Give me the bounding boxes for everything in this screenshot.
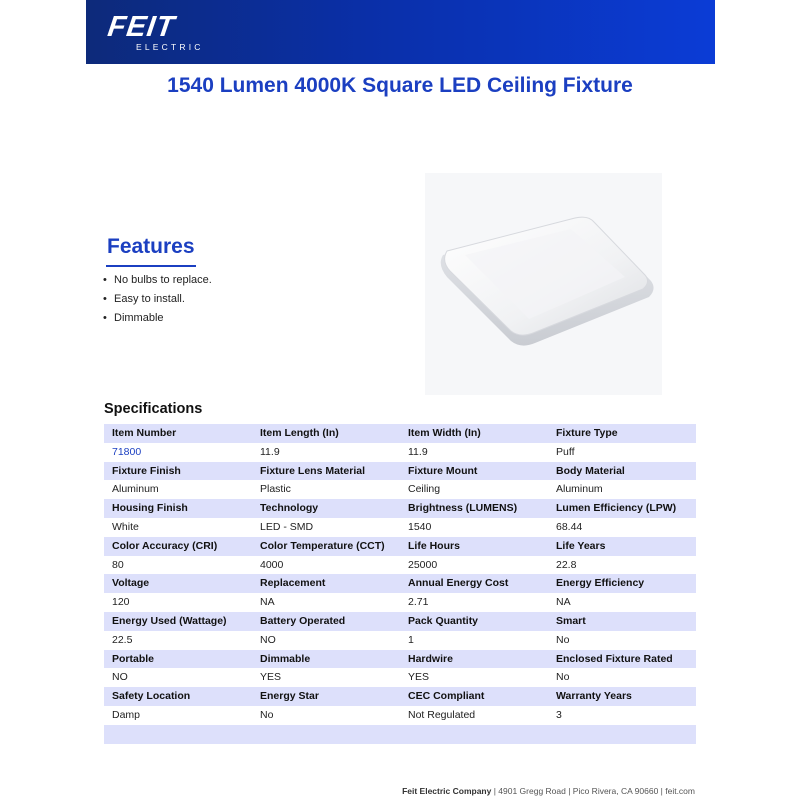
spec-label-row xyxy=(104,424,696,443)
page-footer xyxy=(402,786,695,796)
spec-label: Technology xyxy=(260,502,319,515)
spec-label: Item Length (In) xyxy=(260,427,339,439)
spec-label: Voltage xyxy=(112,577,150,590)
spec-value: 25000 xyxy=(408,558,438,571)
spec-value: Plastic xyxy=(260,483,291,496)
spec-value-row xyxy=(104,556,696,575)
spec-value: 11.9 xyxy=(408,445,428,458)
spec-value: No xyxy=(260,708,274,721)
spec-value: 22.8 xyxy=(556,558,577,571)
spec-label: Item Width (In) xyxy=(408,427,481,439)
spec-label: Life Hours xyxy=(408,539,460,552)
spec-value: 1 xyxy=(408,633,414,646)
feit-electric-logo xyxy=(105,11,204,52)
specifications-table xyxy=(104,424,696,744)
ceiling-fixture-image xyxy=(425,173,662,395)
spec-value: YES xyxy=(408,671,430,684)
spec-value: 11.9 xyxy=(260,445,280,458)
spec-value: No xyxy=(556,633,570,646)
spec-label: Body Material xyxy=(556,464,625,477)
spec-value-row xyxy=(104,480,696,499)
features-heading: Features xyxy=(107,235,195,258)
spec-label-row xyxy=(104,462,696,481)
spec-value: White xyxy=(112,520,139,533)
spec-value: 68.44 xyxy=(556,520,583,533)
footer-site-link[interactable]: feit.com xyxy=(665,786,695,796)
spec-value-row xyxy=(104,631,696,650)
spec-label: Brightness (LUMENS) xyxy=(408,502,518,515)
spec-label: Fixture Mount xyxy=(408,464,478,477)
spec-label-row xyxy=(104,537,696,556)
spec-label: Item Number xyxy=(112,427,177,439)
table-footer-band xyxy=(104,725,696,744)
spec-label: Safety Location xyxy=(112,690,191,703)
spec-label: Battery Operated xyxy=(260,614,346,627)
spec-label-row xyxy=(104,499,696,518)
spec-value-row xyxy=(104,593,696,612)
spec-value: Ceiling xyxy=(408,483,441,496)
spec-value: 2.71 xyxy=(408,596,429,609)
spec-label-row xyxy=(104,612,696,631)
spec-value-row xyxy=(104,518,696,537)
spec-value: Not Regulated xyxy=(408,708,476,721)
spec-label-row xyxy=(104,687,696,706)
spec-value: NA xyxy=(556,596,571,609)
spec-value: LED - SMD xyxy=(260,520,314,533)
feature-item: • Dimmable xyxy=(101,310,212,329)
spec-value: NO xyxy=(112,671,128,684)
spec-value: 120 xyxy=(112,596,130,609)
page-title: 1540 Lumen 4000K Square LED Ceiling Fixture xyxy=(167,74,633,97)
specifications-heading: Specifications xyxy=(104,401,203,417)
spec-label-row xyxy=(104,574,696,593)
spec-label: Warranty Years xyxy=(556,690,632,703)
spec-label: Fixture Lens Material xyxy=(260,464,366,477)
spec-label: Annual Energy Cost xyxy=(408,577,509,590)
spec-label: Color Accuracy (CRI) xyxy=(112,539,218,552)
features-underline xyxy=(106,265,196,267)
logo-subtitle: ELECTRIC xyxy=(136,42,204,52)
footer-address: | 4901 Gregg Road | Pico Rivera, CA 90660 | xyxy=(491,786,666,796)
item-number-link[interactable]: 71800 xyxy=(112,445,142,458)
feature-item: • No bulbs to replace. xyxy=(101,272,212,291)
spec-value-row xyxy=(104,668,696,687)
spec-label: Dimmable xyxy=(260,652,311,665)
spec-value: No xyxy=(556,671,570,684)
spec-label: Pack Quantity xyxy=(408,614,479,627)
features-list xyxy=(101,272,212,329)
spec-label: Energy Used (Wattage) xyxy=(112,614,227,627)
product-image xyxy=(425,173,662,395)
spec-label: Life Years xyxy=(556,539,606,552)
spec-label: Fixture Type xyxy=(556,427,618,439)
spec-label: Smart xyxy=(556,614,586,627)
spec-value: NA xyxy=(260,596,275,609)
feature-item: • Easy to install. xyxy=(101,291,212,310)
spec-label: Housing Finish xyxy=(112,502,188,515)
spec-label: CEC Compliant xyxy=(408,690,485,703)
spec-label: Energy Efficiency xyxy=(556,577,645,590)
spec-value: Aluminum xyxy=(556,483,603,496)
spec-value: Damp xyxy=(112,708,141,721)
spec-value: 4000 xyxy=(260,558,284,571)
spec-value: 80 xyxy=(112,558,124,571)
header-banner xyxy=(86,0,715,64)
spec-value: YES xyxy=(260,671,282,684)
spec-value-row xyxy=(104,706,696,725)
spec-value: Puff xyxy=(556,445,575,458)
spec-value: 22.5 xyxy=(112,633,133,646)
spec-label: Portable xyxy=(112,652,155,665)
spec-value: 1540 xyxy=(408,520,432,533)
spec-value: NO xyxy=(260,633,276,646)
spec-label: Replacement xyxy=(260,577,326,590)
spec-label: Fixture Finish xyxy=(112,464,181,477)
spec-label: Enclosed Fixture Rated xyxy=(556,652,673,665)
spec-label: Hardwire xyxy=(408,652,453,665)
spec-value-row xyxy=(104,443,696,462)
spec-label: Energy Star xyxy=(260,690,319,703)
spec-label: Color Temperature (CCT) xyxy=(260,539,385,552)
spec-value: Aluminum xyxy=(112,483,159,496)
spec-label: Lumen Efficiency (LPW) xyxy=(556,502,677,515)
logo-wordmark: FEIT xyxy=(105,11,178,43)
spec-label-row xyxy=(104,650,696,669)
footer-company: Feit Electric Company xyxy=(402,786,492,796)
spec-value: 3 xyxy=(556,708,562,721)
